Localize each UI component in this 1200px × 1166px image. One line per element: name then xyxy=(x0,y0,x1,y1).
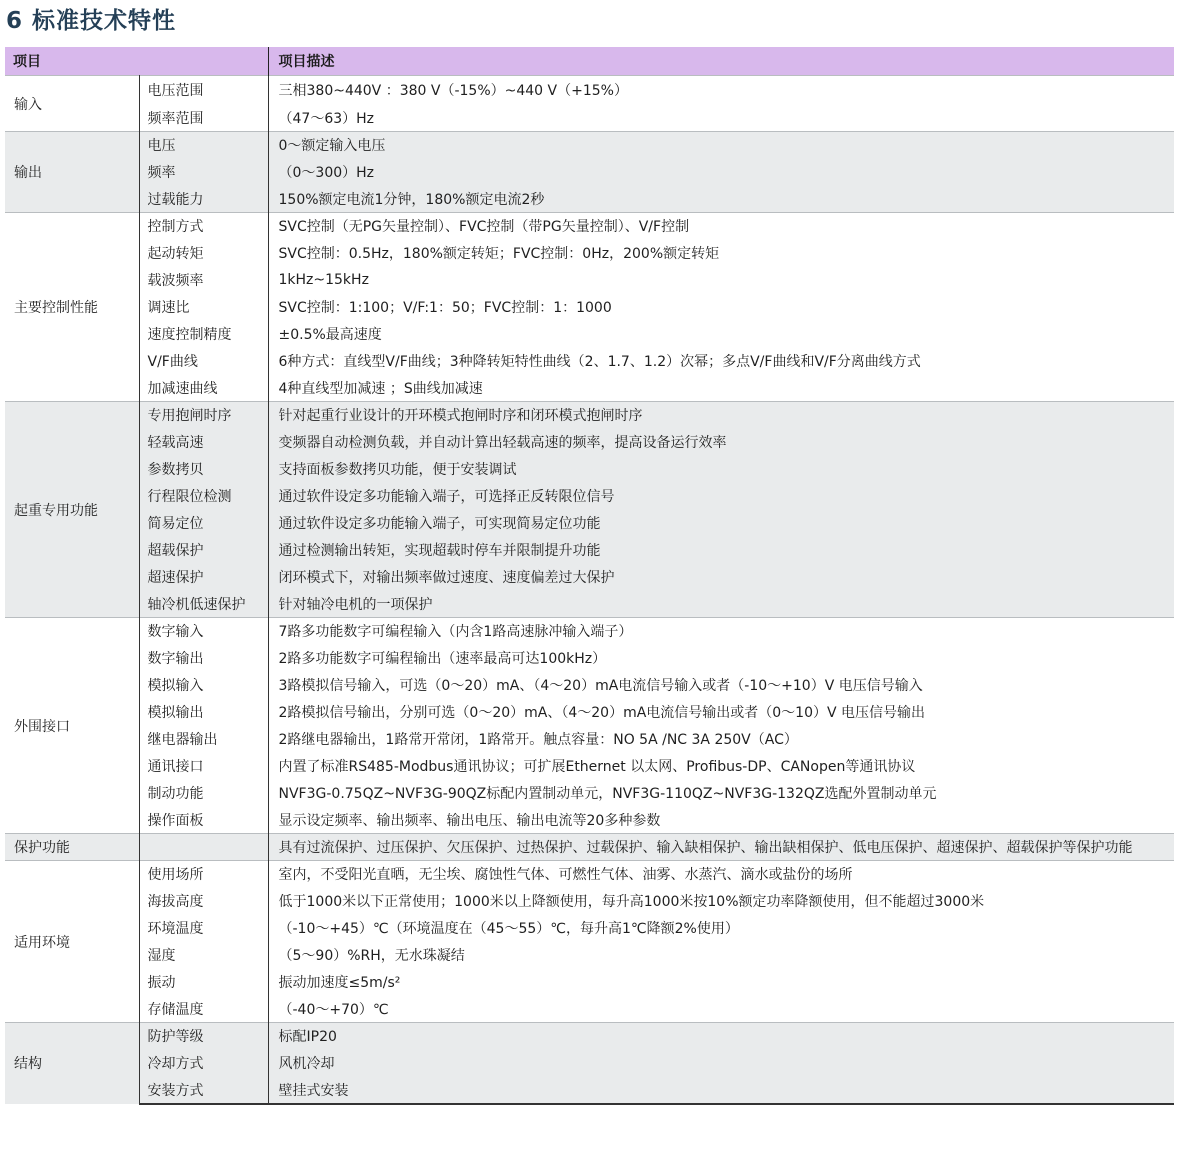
description-cell: 三相380~440V ：380 V（-15%）~440 V（+15%） xyxy=(268,76,1174,105)
table-row xyxy=(5,375,1174,402)
table-row xyxy=(5,429,1174,456)
table-row xyxy=(5,186,1174,213)
item-cell: 超速保护 xyxy=(139,564,268,591)
description-cell: 壁挂式安装 xyxy=(268,1077,1174,1104)
description-cell: 2路继电器输出，1路常开常闭，1路常开。触点容量：NO 5A /NC 3A 250V（AC） xyxy=(268,726,1174,753)
item-cell: 使用场所 xyxy=(139,861,268,888)
description-cell: （-10～+45）℃（环境温度在（45～55）℃，每升高1℃降额2%使用） xyxy=(268,915,1174,942)
description-cell: SVC控制：0.5Hz，180%额定转矩；FVC控制：0Hz，200%额定转矩 xyxy=(268,240,1174,267)
item-cell: 通讯接口 xyxy=(139,753,268,780)
table-row xyxy=(5,699,1174,726)
item-cell: 继电器输出 xyxy=(139,726,268,753)
table-row xyxy=(5,267,1174,294)
item-cell: 电压 xyxy=(139,132,268,159)
item-cell: 超载保护 xyxy=(139,537,268,564)
table-row xyxy=(5,807,1174,834)
item-cell: 轻载高速 xyxy=(139,429,268,456)
item-cell: 简易定位 xyxy=(139,510,268,537)
description-cell: 室内，不受阳光直晒，无尘埃、腐蚀性气体、可燃性气体、油雾、水蒸汽、滴水或盐份的场所 xyxy=(268,861,1174,888)
item-cell: 模拟输入 xyxy=(139,672,268,699)
item-cell xyxy=(139,834,268,861)
table-row xyxy=(5,1077,1174,1104)
item-cell: 振动 xyxy=(139,969,268,996)
table-row xyxy=(5,105,1174,132)
item-cell: 冷却方式 xyxy=(139,1050,268,1077)
item-cell: 安装方式 xyxy=(139,1077,268,1104)
description-cell: ±0.5%最高速度 xyxy=(268,321,1174,348)
table-row xyxy=(5,240,1174,267)
table-row xyxy=(5,564,1174,591)
item-cell: 数字输出 xyxy=(139,645,268,672)
description-cell: （0～300）Hz xyxy=(268,159,1174,186)
table-row xyxy=(5,834,1174,861)
description-cell: 标配IP20 xyxy=(268,1023,1174,1050)
item-cell: 专用抱闸时序 xyxy=(139,402,268,429)
table-row xyxy=(5,483,1174,510)
description-cell: 通过软件设定多功能输入端子，可选择正反转限位信号 xyxy=(268,483,1174,510)
item-cell: 频率 xyxy=(139,159,268,186)
table-row xyxy=(5,1050,1174,1077)
table-row xyxy=(5,1023,1174,1050)
item-cell: 海拔高度 xyxy=(139,888,268,915)
description-cell: 6种方式：直线型V/F曲线；3种降转矩特性曲线（2、1.7、1.2）次幂；多点V/F曲线和V/F分离曲线方式 xyxy=(268,348,1174,375)
table-row xyxy=(5,915,1174,942)
item-cell: 调速比 xyxy=(139,294,268,321)
item-cell: 电压范围 xyxy=(139,76,268,105)
table-body xyxy=(5,76,1174,1104)
table-row xyxy=(5,132,1174,159)
description-cell: 3路模拟信号输入，可选（0～20）mA、（4～20）mA电流信号输入或者（-10～+10）V 电压信号输入 xyxy=(268,672,1174,699)
description-cell: 0～额定输入电压 xyxy=(268,132,1174,159)
category-cell: 适用环境 xyxy=(5,861,139,1023)
table-row xyxy=(5,942,1174,969)
table-row xyxy=(5,510,1174,537)
description-cell: SVC控制（无PG矢量控制）、FVC控制（带PG矢量控制）、V/F控制 xyxy=(268,213,1174,240)
item-cell: 行程限位检测 xyxy=(139,483,268,510)
description-cell: 针对起重行业设计的开环模式抱闸时序和闭环模式抱闸时序 xyxy=(268,402,1174,429)
table-header-row xyxy=(5,47,1174,76)
spec-table xyxy=(5,47,1174,1105)
table-row xyxy=(5,348,1174,375)
description-cell: 2路多功能数字可编程输出（速率最高可达100kHz） xyxy=(268,645,1174,672)
item-cell: 频率范围 xyxy=(139,105,268,132)
table-row xyxy=(5,969,1174,996)
item-cell: 模拟输出 xyxy=(139,699,268,726)
header-item: 项目 xyxy=(5,47,268,76)
table-row xyxy=(5,294,1174,321)
item-cell: 数字输入 xyxy=(139,618,268,645)
description-cell: 通过软件设定多功能输入端子，可实现简易定位功能 xyxy=(268,510,1174,537)
item-cell: 载波频率 xyxy=(139,267,268,294)
table-row xyxy=(5,76,1174,105)
item-cell: 参数拷贝 xyxy=(139,456,268,483)
item-cell: V/F曲线 xyxy=(139,348,268,375)
page-title: 6 标准技术特性 xyxy=(6,8,177,34)
table-row xyxy=(5,645,1174,672)
table-row xyxy=(5,402,1174,429)
description-cell: 通过检测输出转矩，实现超载时停车并限制提升功能 xyxy=(268,537,1174,564)
category-cell: 外围接口 xyxy=(5,618,139,834)
item-cell: 过载能力 xyxy=(139,186,268,213)
table-row xyxy=(5,861,1174,888)
description-cell: 振动加速度≤5m/s² xyxy=(268,969,1174,996)
table-row xyxy=(5,726,1174,753)
description-cell: 支持面板参数拷贝功能，便于安装调试 xyxy=(268,456,1174,483)
description-cell: 7路多功能数字可编程输入（内含1路高速脉冲输入端子） xyxy=(268,618,1174,645)
table-row xyxy=(5,456,1174,483)
table-row xyxy=(5,753,1174,780)
description-cell: 具有过流保护、过压保护、欠压保护、过热保护、过载保护、输入缺相保护、输出缺相保护、低电压保护、超速保护、超载保护等保护功能 xyxy=(268,834,1174,861)
table-row xyxy=(5,591,1174,618)
table-row xyxy=(5,618,1174,645)
description-cell: 内置了标准RS485-Modbus通讯协议；可扩展Ethernet 以太网、Profibus-DP、CANopen等通讯协议 xyxy=(268,753,1174,780)
item-cell: 起动转矩 xyxy=(139,240,268,267)
table-row xyxy=(5,321,1174,348)
description-cell: （5～90）%RH，无水珠凝结 xyxy=(268,942,1174,969)
description-cell: SVC控制：1:100；V/F:1：50；FVC控制：1：1000 xyxy=(268,294,1174,321)
table-row xyxy=(5,672,1174,699)
table-row xyxy=(5,537,1174,564)
item-cell: 速度控制精度 xyxy=(139,321,268,348)
description-cell: （-40～+70）℃ xyxy=(268,996,1174,1023)
item-cell: 轴冷机低速保护 xyxy=(139,591,268,618)
item-cell: 制动功能 xyxy=(139,780,268,807)
table-row xyxy=(5,213,1174,240)
item-cell: 操作面板 xyxy=(139,807,268,834)
description-cell: 闭环模式下，对输出频率做过速度、速度偏差过大保护 xyxy=(268,564,1174,591)
item-cell: 存储温度 xyxy=(139,996,268,1023)
description-cell: 变频器自动检测负载，并自动计算出轻载高速的频率，提高设备运行效率 xyxy=(268,429,1174,456)
description-cell: NVF3G-0.75QZ~NVF3G-90QZ标配内置制动单元，NVF3G-110QZ~NVF3G-132QZ选配外置制动单元 xyxy=(268,780,1174,807)
description-cell: 风机冷却 xyxy=(268,1050,1174,1077)
item-cell: 环境温度 xyxy=(139,915,268,942)
category-cell: 主要控制性能 xyxy=(5,213,139,402)
category-cell: 输入 xyxy=(5,76,139,132)
header-description: 项目描述 xyxy=(268,47,1174,76)
description-cell: 150%额定电流1分钟，180%额定电流2秒 xyxy=(268,186,1174,213)
description-cell: 低于1000米以下正常使用；1000米以上降额使用，每升高1000米按10%额定功率降额使用，但不能超过3000米 xyxy=(268,888,1174,915)
description-cell: 1kHz~15kHz xyxy=(268,267,1174,294)
table-row xyxy=(5,996,1174,1023)
description-cell: 4种直线型加减速 ；S曲线加减速 xyxy=(268,375,1174,402)
table-row xyxy=(5,888,1174,915)
category-cell: 结构 xyxy=(5,1023,139,1104)
category-cell: 保护功能 xyxy=(5,834,139,861)
item-cell: 防护等级 xyxy=(139,1023,268,1050)
item-cell: 控制方式 xyxy=(139,213,268,240)
category-cell: 起重专用功能 xyxy=(5,402,139,618)
table-row xyxy=(5,159,1174,186)
category-cell: 输出 xyxy=(5,132,139,213)
description-cell: 显示设定频率、输出频率、输出电压、输出电流等20多种参数 xyxy=(268,807,1174,834)
description-cell: （47～63）Hz xyxy=(268,105,1174,132)
item-cell: 加减速曲线 xyxy=(139,375,268,402)
description-cell: 2路模拟信号输出，分别可选（0～20）mA、（4～20）mA电流信号输出或者（0～10）V 电压信号输出 xyxy=(268,699,1174,726)
item-cell: 湿度 xyxy=(139,942,268,969)
table-row xyxy=(5,780,1174,807)
description-cell: 针对轴冷电机的一项保护 xyxy=(268,591,1174,618)
